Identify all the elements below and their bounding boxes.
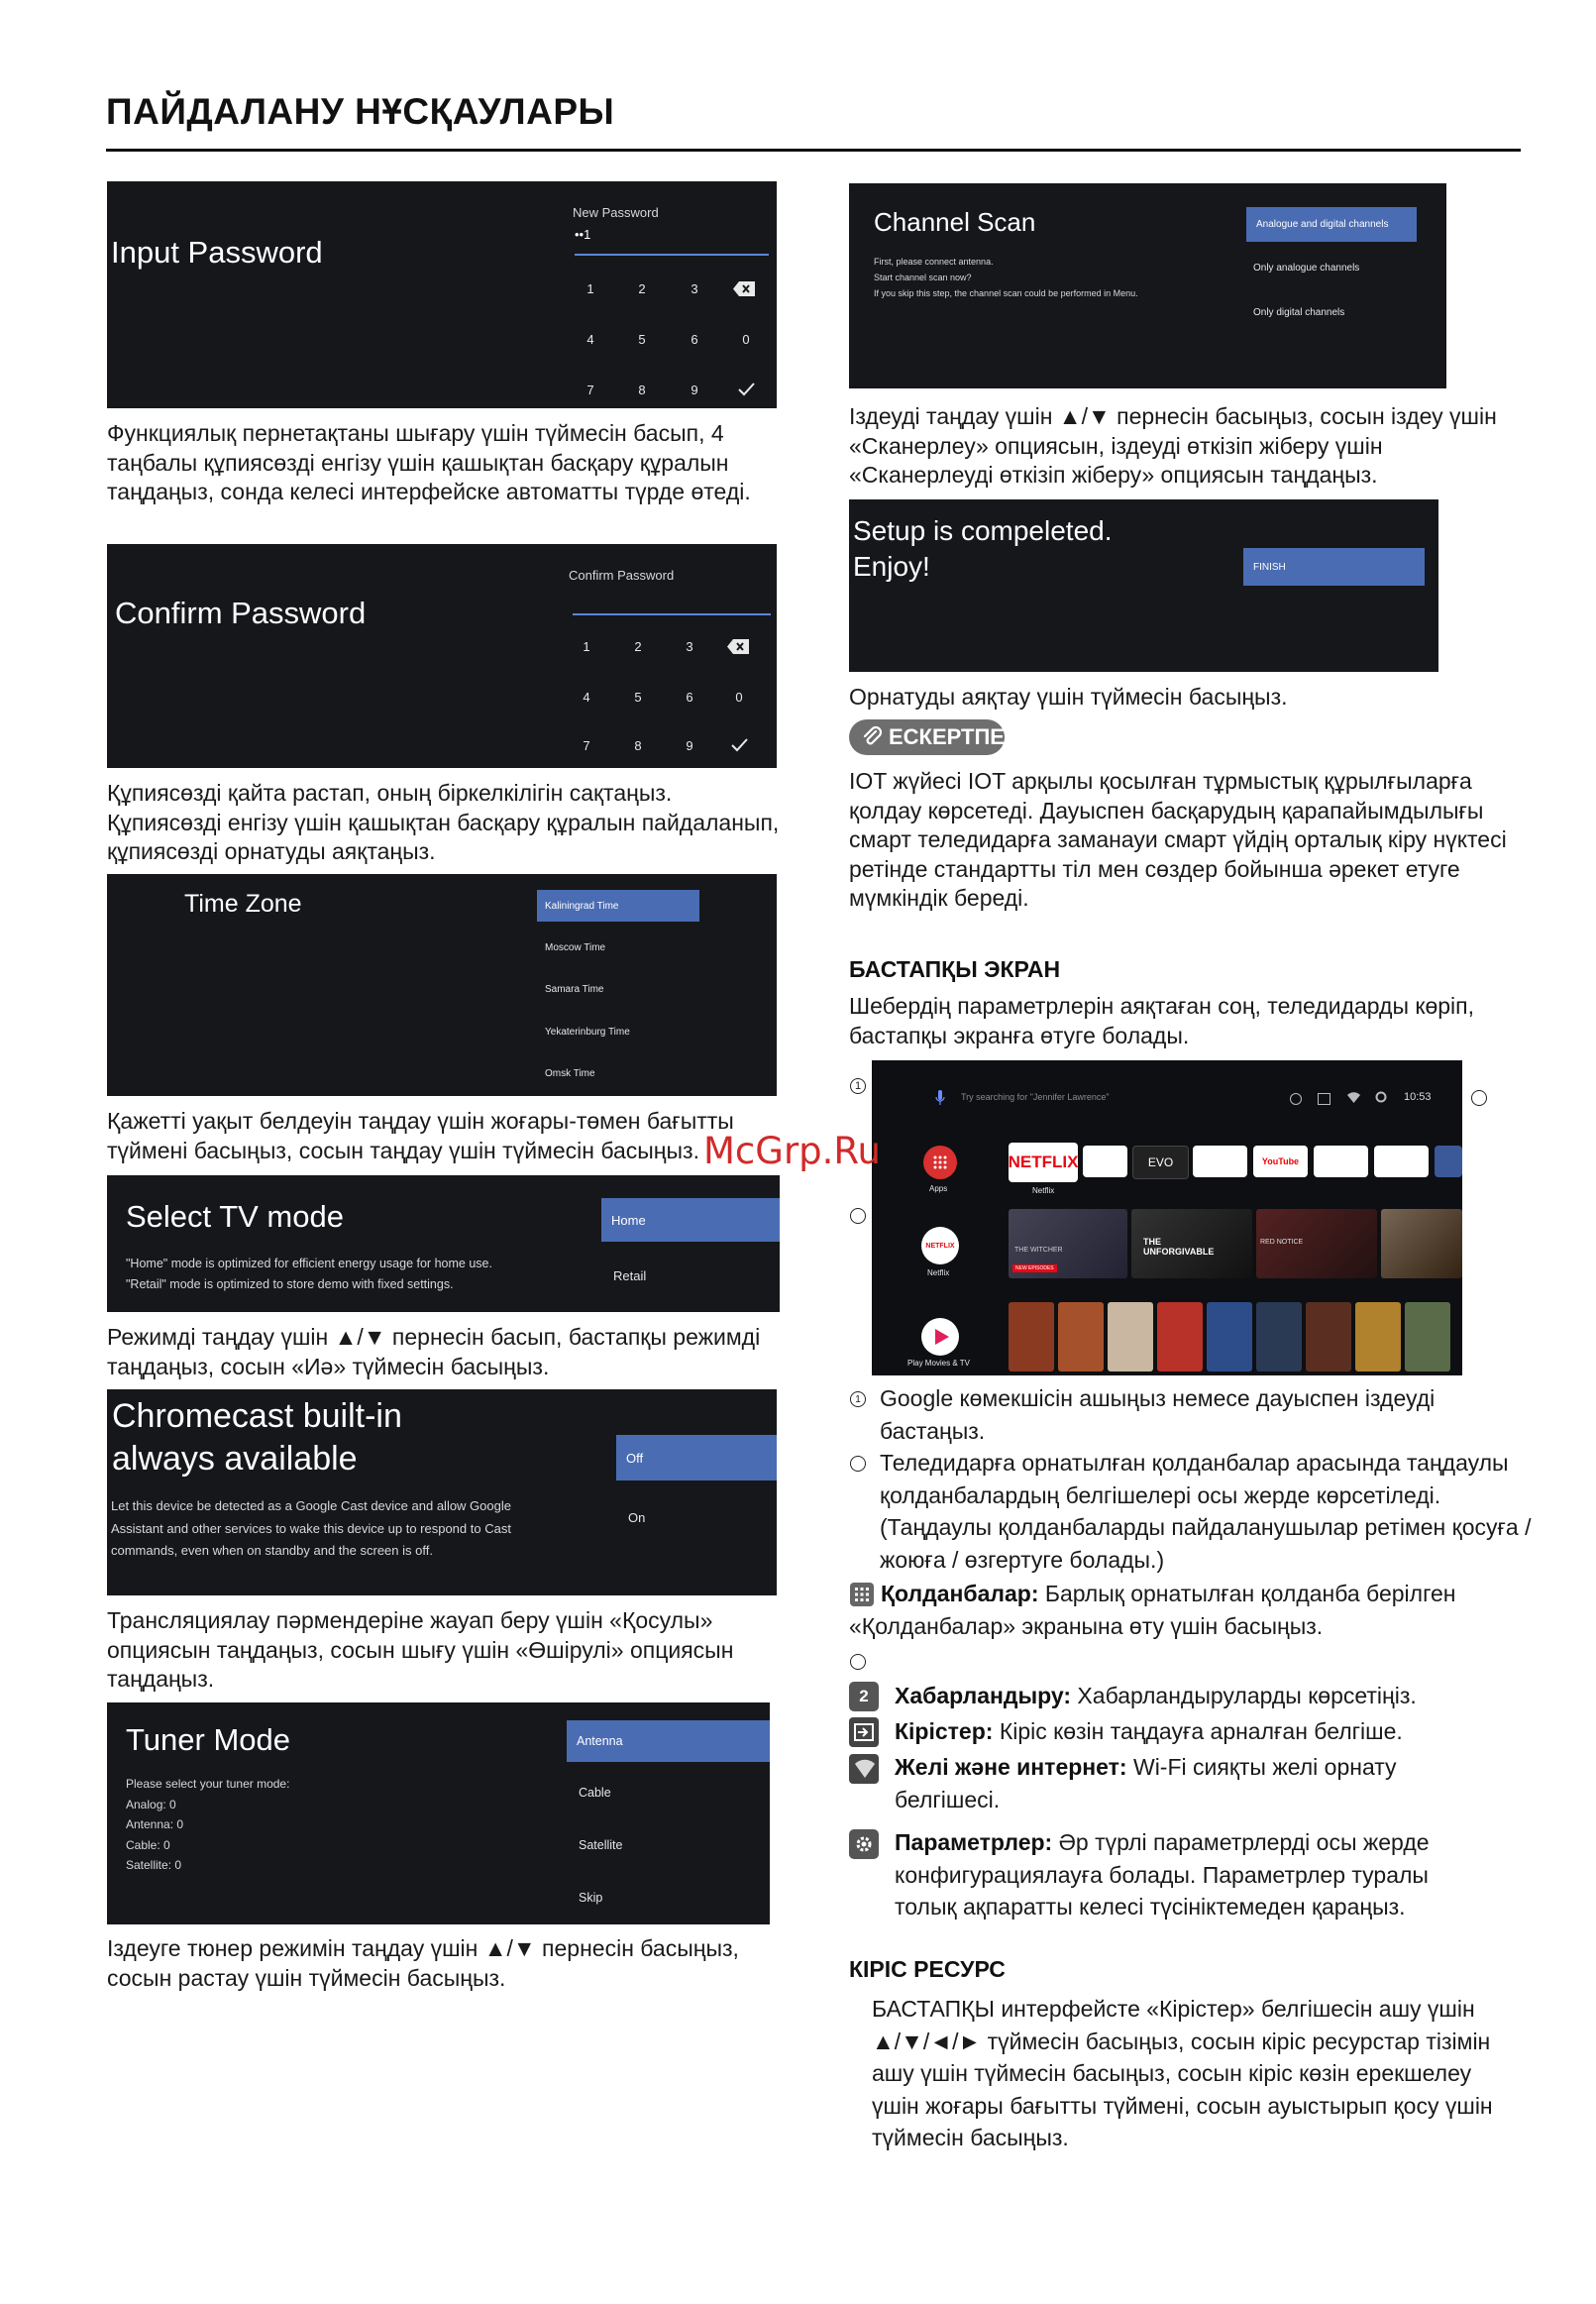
tz-option-kaliningrad[interactable]: Kaliningrad Time — [537, 890, 699, 922]
movie-poster[interactable] — [1157, 1302, 1203, 1371]
tuner-info-prompt: Please select your tuner mode: — [126, 1777, 290, 1791]
channel-scan-instructions: Іздеуді таңдау үшін ▲/▼ пернесін басыңыз, сосын іздеу үшін «Сканерлеу» опциясын, іздеуді өткізіп жіберу үшін «Сканерлеуді өткізіп жіберу» опциясын таңдаңыз. — [849, 403, 1497, 488]
input-source-heading: КІРІС РЕСУРС — [849, 1956, 1006, 1982]
tuner-option-skip[interactable]: Skip — [579, 1891, 603, 1905]
movie-poster[interactable] — [1108, 1302, 1153, 1371]
app-tile-tv[interactable] — [1083, 1146, 1127, 1177]
time-zone-instructions: Қажетті уақыт белдеуін таңдау үшін жоғары-төмен бағытты түймені басыңыз, сосын таңдау үшін түймесін басыңыз. — [107, 1108, 734, 1163]
key-8[interactable]: 8 — [634, 738, 642, 753]
channel-scan-title: Channel Scan — [874, 207, 1036, 237]
check-icon[interactable] — [738, 383, 755, 396]
play-movies-icon[interactable] — [921, 1318, 959, 1356]
key-6[interactable]: 6 — [691, 332, 698, 347]
poster-red-notice[interactable] — [1256, 1209, 1377, 1278]
apps-description — [849, 1578, 1523, 1642]
chromecast-instructions: Трансляциялау пәрмендеріне жауап беру үшін «Қосулы» опциясын таңдаңыз, сосын шығу үшін «Өшірулі» опциясын таңдаңыз. — [107, 1607, 734, 1692]
play-movies-label: Play Movies & TV — [907, 1359, 970, 1368]
netflix-channel-label: Netflix — [927, 1268, 950, 1277]
apps-label: Apps — [929, 1184, 948, 1193]
movie-poster[interactable] — [1256, 1302, 1302, 1371]
item-circle-blank — [850, 1654, 866, 1670]
chromecast-title-line1: Chromecast built-in — [112, 1397, 402, 1435]
input-password-instructions: Функциялық пернетақтаны шығару үшін түймесін басып, 4 таңбалы құпиясөзді енгізу үшін қашықтан басқару құралын таңдаңыз, сонда келесі интерфейске автоматты түрде өтеді. — [107, 420, 751, 504]
tuner-mode-screen — [107, 1702, 770, 1924]
netflix-channel-icon[interactable]: NETFLIX — [921, 1227, 959, 1264]
gear-icon[interactable] — [1375, 1091, 1387, 1103]
inputs-bold: Кірістер: — [895, 1718, 994, 1744]
input-password-screen — [107, 181, 777, 408]
key-3[interactable]: 3 — [691, 281, 698, 296]
notification-description — [895, 1680, 1529, 1712]
netflix-tile[interactable]: NETFLIX — [1009, 1143, 1078, 1182]
search-bar[interactable]: Try searching for "Jennifer Lawrence" — [961, 1092, 1110, 1102]
key-9[interactable]: 9 — [691, 383, 698, 397]
microphone-icon[interactable] — [935, 1090, 945, 1106]
netflix-tile-caption: Netflix — [1032, 1186, 1055, 1195]
setup-instructions: Орнатуды аяқтау үшін түймесін басыңыз. — [849, 684, 1288, 710]
key-4[interactable]: 4 — [583, 690, 590, 705]
key-7[interactable]: 7 — [586, 383, 594, 397]
key-1[interactable]: 1 — [583, 639, 590, 654]
tuner-option-antenna[interactable]: Antenna — [567, 1720, 770, 1762]
google-play-store-tile[interactable] — [1193, 1146, 1247, 1177]
evo-tile[interactable]: EVO — [1132, 1146, 1189, 1179]
password-underline — [575, 254, 769, 256]
tz-option-moscow[interactable]: Moscow Time — [545, 942, 606, 953]
notification-badge-icon: 2 — [849, 1682, 879, 1711]
channel-scan-desc-line3: If you skip this step, the channel scan could be performed in Menu. — [874, 288, 1138, 298]
settings-description — [895, 1826, 1469, 1923]
movie-poster[interactable] — [1405, 1302, 1450, 1371]
input-source-icon — [849, 1717, 879, 1747]
clock: 10:53 — [1404, 1091, 1432, 1103]
tz-option-yekaterinburg[interactable]: Yekaterinburg Time — [545, 1027, 630, 1038]
poster-red-notice-title: RED NOTICE — [1260, 1239, 1304, 1246]
tuner-info-analog: Analog: 0 — [126, 1797, 176, 1811]
item2-circle — [850, 1456, 866, 1472]
tuner-info-antenna: Antenna: 0 — [126, 1817, 184, 1831]
channel-scan-desc-line1: First, please connect antenna. — [874, 257, 994, 267]
key-6[interactable]: 6 — [686, 690, 693, 705]
check-icon[interactable] — [731, 738, 748, 752]
mode-option-retail[interactable]: Retail — [613, 1268, 647, 1283]
notification-bold: Хабарландыру: — [895, 1683, 1072, 1708]
item1-number: 1 — [850, 1391, 866, 1407]
channel-scan-screen — [849, 183, 1446, 388]
input-password-title: Input Password — [111, 235, 323, 270]
tuner-option-satellite[interactable]: Satellite — [579, 1838, 623, 1852]
confirm-password-screen — [107, 544, 777, 768]
title-rule — [106, 149, 1521, 152]
scan-option-analogue-digital[interactable]: Analogue and digital channels — [1246, 207, 1417, 242]
network-text: Wi-Fi сияқты желі орнату белгішесі. — [895, 1754, 1397, 1812]
confirm-password-label: Confirm Password — [569, 568, 675, 583]
confirm-password-title: Confirm Password — [115, 596, 367, 630]
key-0[interactable]: 0 — [742, 332, 750, 347]
tuner-info — [126, 1774, 289, 1876]
media-tile[interactable] — [1374, 1146, 1429, 1177]
item2-text: Теледидарға орнатылған қолданбалар арасында таңдаулы қолданбалардың белгішелері осы жерде көрсетіледі. (Таңдаулы қолданбаларды пайдаланушылар ретімен қосуға / жоюға / өзгертуге болады.) — [880, 1450, 1532, 1573]
time-zone-title: Time Zone — [184, 890, 302, 918]
youtube-tile[interactable]: YouTube — [1253, 1146, 1308, 1177]
key-3[interactable]: 3 — [686, 639, 693, 654]
tuner-instructions: Іздеуге тюнер режимін таңдау үшін ▲/▼ пернесін басыңыз, сосын растау үшін түймесін басыңыз. — [107, 1935, 739, 1991]
page-title: ПАЙДАЛАНУ НҰСҚАУЛАРЫ — [106, 91, 615, 132]
inputs-text: Кіріс көзін таңдауға арналған белгіше. — [993, 1718, 1403, 1744]
callout-circle-right — [1471, 1090, 1487, 1106]
key-8[interactable]: 8 — [638, 383, 646, 397]
poster-witcher[interactable] — [1009, 1209, 1127, 1278]
watermark: McGrp.Ru — [703, 1130, 881, 1172]
network-bold: Желі және интернет: — [895, 1754, 1127, 1780]
movie-poster[interactable] — [1009, 1302, 1054, 1371]
wifi-icon[interactable] — [1347, 1092, 1360, 1103]
movie-poster[interactable] — [1207, 1302, 1252, 1371]
chromecast-title-line2: always available — [112, 1440, 358, 1478]
notification-icon[interactable] — [1290, 1093, 1302, 1105]
poster-unforgivable-title: THE UNFORGIVABLE — [1143, 1237, 1215, 1257]
backspace-icon[interactable] — [727, 639, 749, 654]
tz-option-samara[interactable]: Samara Time — [545, 984, 604, 995]
key-1[interactable]: 1 — [586, 281, 594, 296]
new-password-value[interactable]: ••1 — [575, 227, 591, 242]
poster-witcher-title: THE WITCHER — [1014, 1247, 1063, 1254]
network-icon — [849, 1754, 879, 1784]
mode-option-home[interactable]: Home — [601, 1198, 780, 1242]
note-badge — [849, 719, 1005, 755]
finish-button[interactable]: FINISH — [1243, 548, 1425, 586]
tuner-info-satellite: Satellite: 0 — [126, 1858, 182, 1872]
home-screen-heading: БАСТАПҚЫ ЭКРАН — [849, 956, 1061, 982]
item1-text: Google көмекшісін ашыңыз немесе дауыспен іздеуді бастаңыз. — [880, 1385, 1436, 1444]
confirm-underline — [573, 613, 771, 615]
channel-scan-desc-line2: Start channel scan now? — [874, 273, 972, 282]
key-5[interactable]: 5 — [638, 332, 646, 347]
movie-poster[interactable] — [1058, 1302, 1104, 1371]
confirm-password-instructions: Құпиясөзді қайта растап, оның біркелкілігін сақтаңыз. Құпиясөзді енгізу үшін қашықтан басқару құралын пайдаланып, құпиясөзді орнатуды аяқтаңыз. — [107, 780, 780, 864]
note-text: IOT жүйесі IOT арқылы қосылған тұрмыстық құрылғыларға қолдау көрсетеді. Дауыспен басқарудың қарапайымдылығы смарт теледидарға заманауи смарт үйдің орталық кіру нүктесі ретінде стандартты тіл мен сөздер бойынша әрекет етуге мүмкіндік береді. — [849, 768, 1507, 911]
movie-poster[interactable] — [1355, 1302, 1401, 1371]
tuner-mode-title: Tuner Mode — [126, 1722, 290, 1757]
key-4[interactable]: 4 — [586, 332, 594, 347]
tv-mode-title: Select TV mode — [126, 1199, 344, 1234]
home-screen-intro: Шебердің параметрлерін аяқтаған соң, теледидарды көріп, бастапқы экранға өтуге болады. — [849, 993, 1474, 1048]
poster-unforgivable[interactable] — [1131, 1209, 1252, 1278]
chromecast-screen — [107, 1389, 777, 1595]
apps-text: Барлық орнатылған қолданба берілген «Қолданбалар» экранына өту үшін басыңыз. — [849, 1581, 1456, 1639]
network-description — [895, 1751, 1449, 1815]
callout-circle-1: 1 — [850, 1078, 866, 1094]
chromecast-description: Let this device be detected as a Google Cast device and allow Google Assistant and other services to wake this device up to respond to Cast commands, even when on standby and the screen is off. — [111, 1498, 511, 1558]
channel-scan-desc — [874, 254, 1138, 301]
inputs-description — [895, 1715, 1529, 1748]
cast-option-off[interactable]: Off — [616, 1435, 777, 1481]
new-episodes-badge: NEW EPISODES — [1012, 1264, 1057, 1272]
apps-icon[interactable] — [923, 1146, 957, 1179]
tv-mode-instructions: Режимді таңдау үшін ▲/▼ пернесін басып, бастапқы режимді таңдаңыз, сосын «Иә» түймесін басыңыз. — [107, 1324, 761, 1379]
movie-poster[interactable] — [1306, 1302, 1351, 1371]
key-7[interactable]: 7 — [583, 738, 590, 753]
new-password-label: New Password — [573, 205, 659, 220]
settings-text: Әр түрлі параметрлерді осы жерде конфигурациялауға болады. Параметрлер туралы толық ақпаратты келесі түсініктемеден қараңыз. — [895, 1829, 1430, 1920]
tz-option-omsk[interactable]: Omsk Time — [545, 1068, 595, 1079]
notification-text: Хабарландыруларды көрсетіңіз. — [1071, 1683, 1417, 1708]
key-2[interactable]: 2 — [634, 639, 642, 654]
play-movies-tile[interactable] — [1314, 1146, 1368, 1177]
key-0[interactable]: 0 — [735, 690, 743, 705]
time-zone-screen — [107, 874, 777, 1096]
settings-bold: Параметрлер: — [895, 1829, 1053, 1855]
cast-option-on[interactable]: On — [628, 1510, 646, 1525]
tv-mode-desc-home: "Home" mode is optimized for efficient energy usage for home use. — [126, 1257, 492, 1270]
callout-circle-2 — [850, 1208, 866, 1224]
inputs-icon[interactable] — [1318, 1093, 1330, 1105]
tv-mode-screen — [107, 1175, 780, 1312]
setup-title-line1: Setup is compeleted. — [853, 515, 1113, 546]
app-tile-extra[interactable] — [1435, 1146, 1462, 1177]
key-2[interactable]: 2 — [638, 281, 646, 296]
poster-extra[interactable] — [1381, 1209, 1462, 1278]
setup-complete-screen — [849, 499, 1438, 672]
tuner-option-cable[interactable]: Cable — [579, 1786, 611, 1800]
apps-bold: Қолданбалар: — [881, 1581, 1039, 1606]
settings-gear-icon — [849, 1829, 879, 1859]
backspace-icon[interactable] — [733, 281, 755, 296]
scan-option-digital[interactable]: Only digital channels — [1253, 307, 1345, 318]
input-source-text: БАСТАПҚЫ интерфейсте «Кірістер» белгішесін ашу үшін ▲/▼/◄/► түймесін басыңыз, сосын кіріс ресурстар тізімін ашу үшін түймесін басыңыз, сосын кіріс көзін ерекшелеу үшін жоғары бағытты түймені, сосын ауыстырып қосу үшін түймесін басыңыз. — [872, 1996, 1493, 2150]
paperclip-icon — [861, 725, 885, 749]
scan-option-analogue[interactable]: Only analogue channels — [1253, 263, 1360, 274]
tuner-info-cable: Cable: 0 — [126, 1837, 170, 1852]
key-5[interactable]: 5 — [634, 690, 642, 705]
key-9[interactable]: 9 — [686, 738, 693, 753]
tv-mode-desc-retail: "Retail" mode is optimized to store demo with fixed settings. — [126, 1277, 454, 1291]
note-label: ЕСКЕРТПЕ — [889, 724, 1005, 749]
setup-title-line2: Enjoy! — [853, 551, 930, 582]
home-screen-image — [872, 1060, 1462, 1375]
